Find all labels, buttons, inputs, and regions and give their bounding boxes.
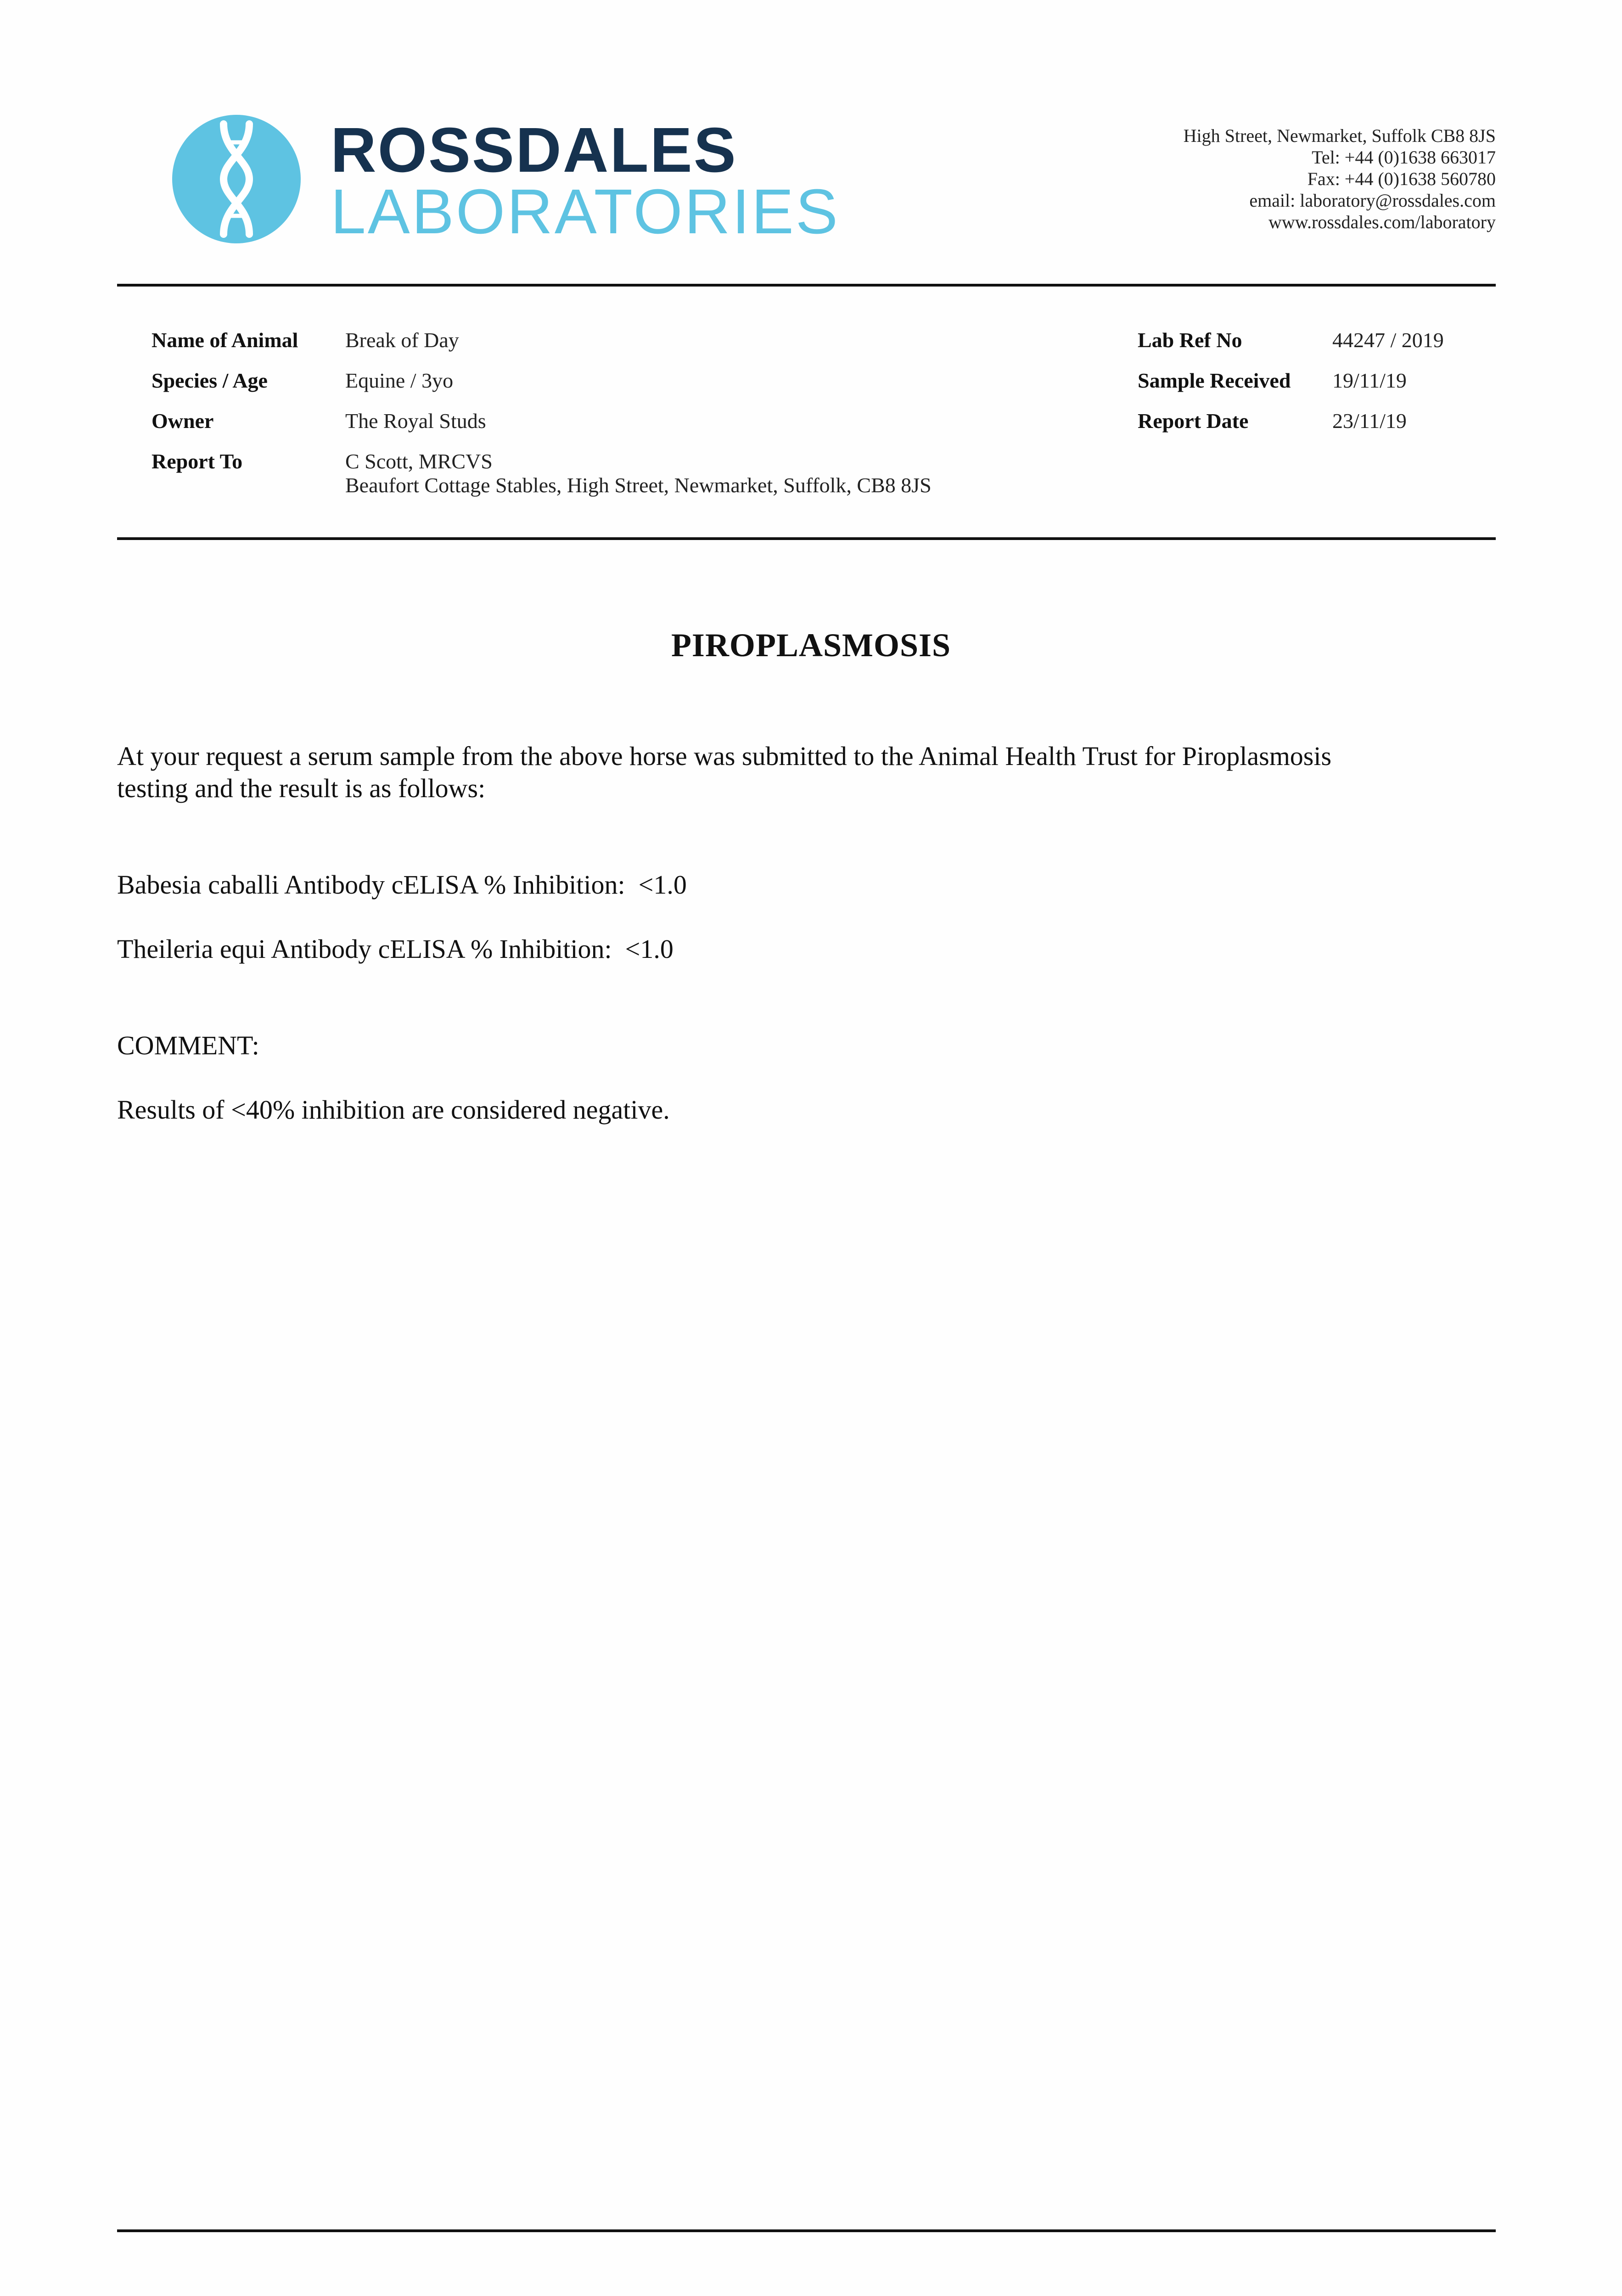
sample-received-value: 19/11/19	[1332, 369, 1407, 392]
owner-value: The Royal Studs	[345, 409, 486, 433]
report-date-value: 23/11/19	[1332, 409, 1407, 433]
dna-logo-icon	[172, 115, 301, 243]
intro-text-line1: At your request a serum sample from the above horse was submitted to the Animal Health Trust for Piroplasmosis	[117, 741, 1332, 771]
address-fax: Fax: +44 (0)1638 560780	[1307, 169, 1496, 189]
intro-text-line2: testing and the result is as follows:	[117, 773, 486, 803]
comment-text: Results of <40% inhibition are considered negative.	[117, 1095, 670, 1125]
species-age-value: Equine / 3yo	[345, 369, 454, 392]
report-to-label: Report To	[152, 450, 243, 473]
address-street: High Street, Newmarket, Suffolk CB8 8JS	[1183, 125, 1496, 146]
name-of-animal-value: Break of Day	[345, 328, 459, 352]
lab-address	[1184, 125, 1496, 233]
owner-label: Owner	[152, 409, 214, 433]
sample-received-label: Sample Received	[1138, 369, 1291, 392]
header-divider	[117, 284, 1496, 287]
comment-label: COMMENT:	[117, 1030, 259, 1060]
address-email: email: laboratory@rossdales.com	[1249, 190, 1496, 211]
species-age-label: Species / Age	[152, 369, 268, 392]
report-to-name: C Scott, MRCVS	[345, 450, 493, 473]
result-babesia-caballi: Babesia caballi Antibody cELISA % Inhibition: <1.0	[117, 870, 687, 900]
address-tel: Tel: +44 (0)1638 663017	[1312, 147, 1496, 168]
lab-ref-value: 44247 / 2019	[1332, 328, 1444, 352]
name-of-animal-label: Name of Animal	[152, 328, 298, 352]
lab-ref-label: Lab Ref No	[1138, 328, 1242, 352]
footer-divider	[117, 2229, 1496, 2232]
report-title: PIROPLASMOSIS	[671, 627, 951, 664]
logo-text-rossdales: ROSSDALES	[331, 115, 737, 186]
result-theileria-equi: Theileria equi Antibody cELISA % Inhibition: <1.0	[117, 934, 673, 964]
report-to-address: Beaufort Cottage Stables, High Street, Newmarket, Suffolk, CB8 8JS	[345, 473, 932, 497]
report-date-label: Report Date	[1138, 409, 1249, 433]
info-divider	[117, 537, 1496, 540]
logo-text-laboratories: LABORATORIES	[331, 176, 840, 247]
address-website: www.rossdales.com/laboratory	[1268, 212, 1496, 232]
